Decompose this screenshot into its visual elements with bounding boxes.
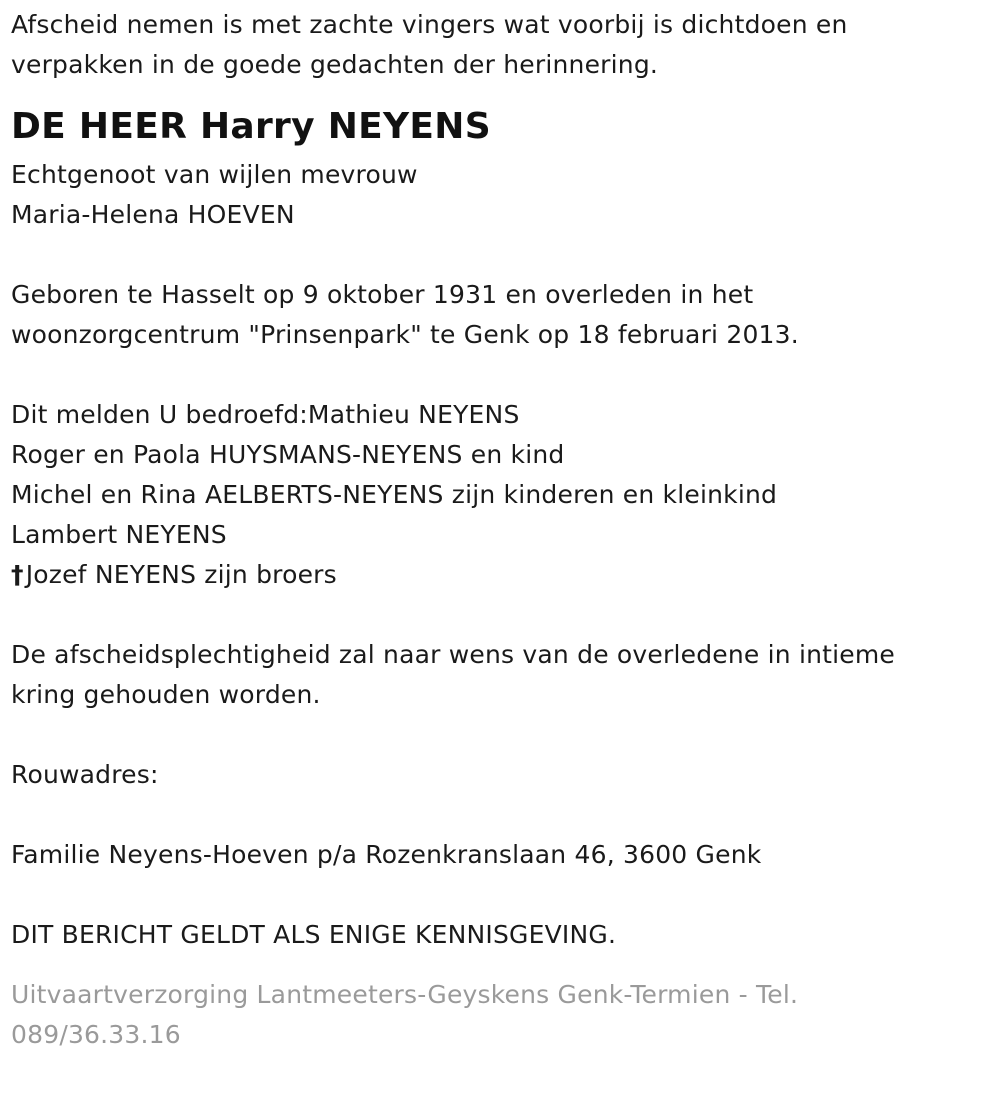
intro-line-2: verpakken in de goede gedachten der herinnering. bbox=[11, 50, 659, 79]
spacer bbox=[11, 355, 1000, 395]
announcer-line-4: Lambert NEYENS bbox=[11, 520, 227, 549]
spacer bbox=[11, 595, 1000, 635]
announcers-list bbox=[11, 395, 1000, 595]
deceased-name: DE HEER Harry NEYENS bbox=[11, 106, 491, 147]
address-label: Rouwadres: bbox=[11, 760, 159, 789]
cross-icon: † bbox=[11, 560, 24, 589]
intro-quote bbox=[11, 5, 1000, 85]
footer-line-1: Uitvaartverzorging Lantmeeters-Geyskens Genk-Termien - Tel. bbox=[11, 980, 799, 1009]
spouse-line-2: Maria-Helena HOEVEN bbox=[11, 200, 295, 229]
birth-death-info bbox=[11, 275, 1000, 355]
announcer-line-5 bbox=[11, 555, 1000, 595]
spacer bbox=[11, 795, 1000, 835]
announcer-line-2: Roger en Paola HUYSMANS-NEYENS en kind bbox=[11, 440, 565, 469]
spouse-info bbox=[11, 155, 1000, 235]
notice-text: DIT BERICHT GELDT ALS ENIGE KENNISGEVING. bbox=[11, 920, 617, 949]
announcer-line-5-text: Jozef NEYENS zijn broers bbox=[25, 560, 337, 589]
ceremony-info bbox=[11, 635, 1000, 715]
spouse-line-1: Echtgenoot van wijlen mevrouw bbox=[11, 160, 418, 189]
spacer bbox=[11, 235, 1000, 275]
spacer bbox=[11, 875, 1000, 915]
birth-death-line-1: Geboren te Hasselt op 9 oktober 1931 en overleden in het bbox=[11, 280, 754, 309]
spacer bbox=[11, 715, 1000, 755]
announcer-line-3: Michel en Rina AELBERTS-NEYENS zijn kinderen en kleinkind bbox=[11, 480, 778, 509]
birth-death-line-2: woonzorgcentrum "Prinsenpark" te Genk op 18 februari 2013. bbox=[11, 320, 799, 349]
address-value: Familie Neyens-Hoeven p/a Rozenkranslaan 46, 3600 Genk bbox=[11, 840, 762, 869]
footer-line-2: 089/36.33.16 bbox=[11, 1020, 181, 1049]
announcer-line-1: Dit melden U bedroefd:Mathieu NEYENS bbox=[11, 400, 520, 429]
ceremony-line-1: De afscheidsplechtigheid zal naar wens van de overledene in intieme bbox=[11, 640, 896, 669]
ceremony-line-2: kring gehouden worden. bbox=[11, 680, 321, 709]
funeral-home-footer bbox=[11, 975, 1000, 1055]
intro-line-1: Afscheid nemen is met zachte vingers wat voorbij is dichtdoen en bbox=[11, 10, 848, 39]
